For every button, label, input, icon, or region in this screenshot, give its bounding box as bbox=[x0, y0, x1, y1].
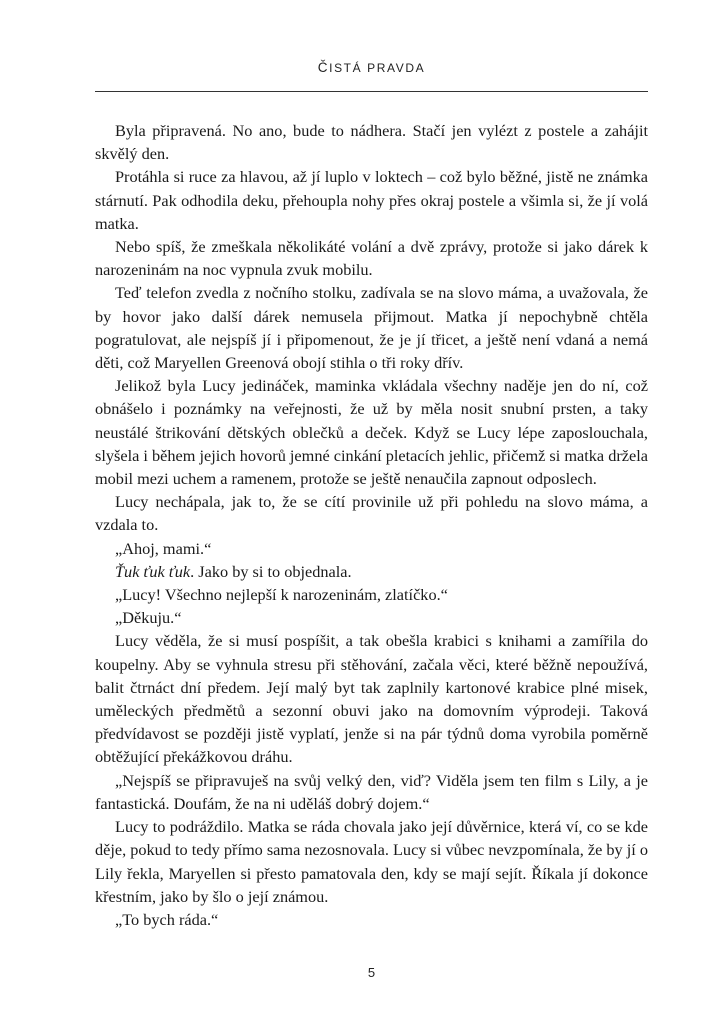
running-head bbox=[95, 60, 648, 75]
paragraph: „Děkuju.“ bbox=[115, 608, 182, 628]
paragraph: Nebo spíš, že zmeškala několikáté volání a dvě zprávy, protože si jako dárek k narozeninám na noc vypnula zvuk mobilu. bbox=[95, 237, 648, 280]
header-rule bbox=[95, 91, 648, 92]
page-number: 5 bbox=[367, 965, 376, 980]
paragraph: Teď telefon zvedla z nočního stolku, zadívala se na slovo máma, a uvažovala, že by hovor jako další dárek nemusela přijmout. Matka jí nepochybně chtěla pogratulovat, ale nejspíš jí i připomenout, že je jí třicet, a ještě není vdaná a nemá děti, což Maryellen Greenová obojí stihla o tři roky dřív. bbox=[95, 283, 648, 373]
paragraph: Lucy věděla, že si musí pospíšit, a tak obešla krabici s knihami a zamířila do koupelny. Aby se vyhnula stresu při stěhování, začala věci, které běžně nepoužívá, balit čtrnáct dní předem. Její malý byt tak zaplnily kartonové krabice plné misek, uměleckých předmětů a sezonní obuvi jako na domovním výprodeji. Taková předvídavost se později jistě vyplatí, jenže si na pár týdnů doma vyrobila poměrně obtěžující překážkovou dráhu. bbox=[95, 631, 648, 767]
paragraph: Protáhla si ruce za hlavou, až jí luplo v loktech – což bylo běžné, jistě ne známka stárnutí. Pak odhodila deku, přehoupla nohy přes okraj postele a všimla si, že jí volá matka. bbox=[95, 167, 648, 233]
paragraph: „Lucy! Všechno nejlepší k narozeninám, zlatíčko.“ bbox=[115, 585, 448, 605]
paragraph: „Ahoj, mami.“ bbox=[115, 538, 212, 558]
paragraph: „Nejspíš se připravuješ na svůj velký den, viď? Viděla jsem ten film s Lily, a je fantastická. Doufám, že na ni uděláš dobrý dojem.“ bbox=[95, 770, 648, 813]
paragraph: Byla připravená. No ano, bude to nádhera. Stačí jen vylézt z postele a zahájit skvělý den. bbox=[95, 121, 648, 164]
paragraph: „To bych ráda.“ bbox=[115, 909, 219, 929]
running-head-initial: Č bbox=[317, 60, 330, 75]
paragraph-italic-lead: Ťuk ťuk ťuk. Jako by si to objednala. bbox=[115, 561, 352, 581]
paragraph: Jelikož byla Lucy jedináček, maminka vkládala všechny naděje jen do ní, což obnášelo i poznámky na veřejnosti, že už by měla nosit snubní prsten, a taky neustálé štrikování dětských oblečků a deček. Když se Lucy lépe zaposlouchala, slyšela i během jejich hovorů jemné cinkání pletacích jehlic, přičemž si matka držela mobil mezi uchem a ramenem, protože se ještě nenaučila zapnout odposlech. bbox=[95, 376, 648, 489]
body-text bbox=[95, 119, 648, 931]
paragraph: Lucy nechápala, jak to, že se cítí provinile už při pohledu na slovo máma, a vzdala to. bbox=[95, 492, 648, 535]
italic-onomatopoeia: Ťuk ťuk ťuk bbox=[115, 561, 191, 581]
paragraph: Lucy to podráždilo. Matka se ráda chovala jako její důvěrnice, která ví, co se kde děje, pokud to tedy přímo sama nezosnovala. Lucy si vůbec nevzpomínala, že by jí o Lily řekla, Maryellen si přesto pamatovala den, kdy se mají sejít. Říkala jí dokonce křestním, jako by šlo o její známou. bbox=[95, 817, 648, 906]
running-head-rest: ISTÁ PRAVDA bbox=[329, 61, 426, 75]
